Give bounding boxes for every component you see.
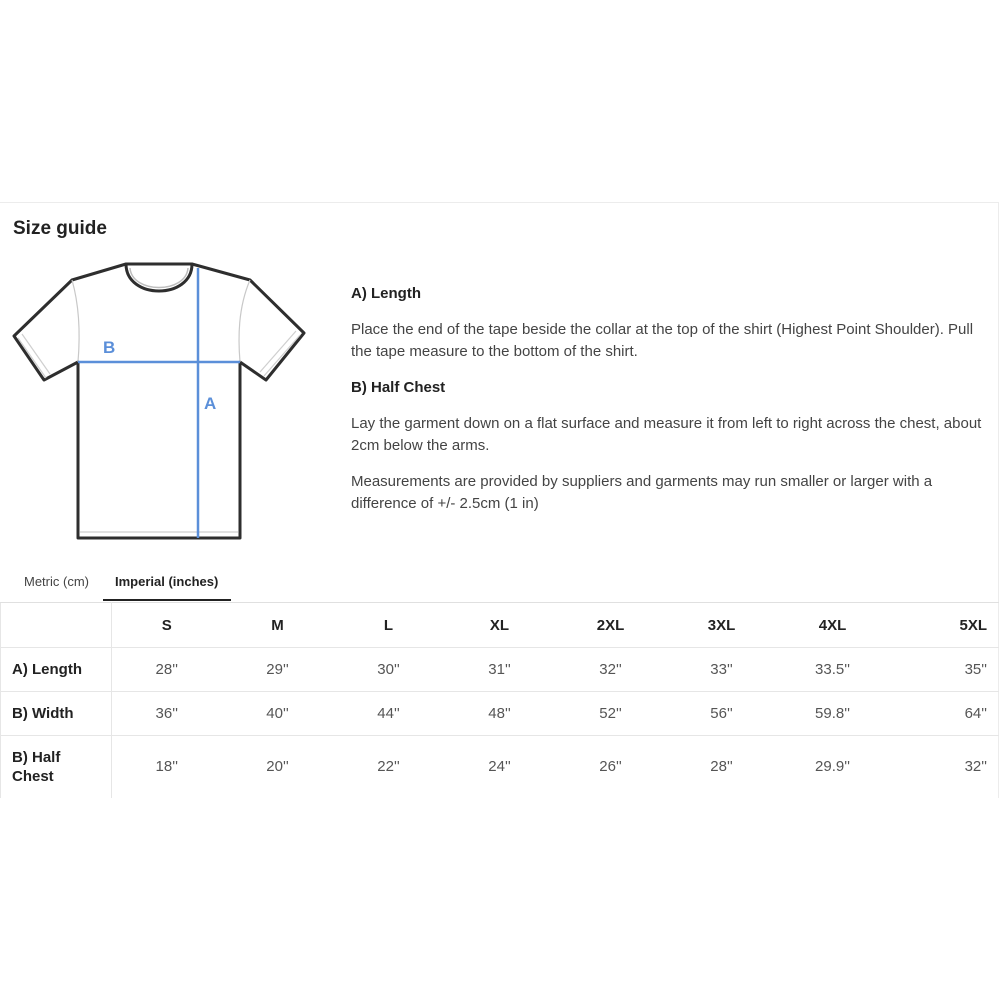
table-cell: 18'' [111,736,222,798]
table-cell: 28'' [666,736,777,798]
size-header: XL [444,603,555,648]
chest-heading: B) Half Chest [351,379,446,396]
table-cell: 32'' [555,648,666,692]
table-cell: 44'' [333,692,444,736]
size-header: 2XL [555,603,666,648]
row-label: A) Length [0,648,111,692]
table-cell: 64'' [888,692,999,736]
table-cell: 40'' [222,692,333,736]
table-cell: 33'' [666,648,777,692]
table-cell: 56'' [666,692,777,736]
table-cell: 30'' [333,648,444,692]
corner-cell [0,603,111,648]
chest-text: Lay the garment down on a flat surface and measure it from left to right across the chest, about 2cm below the arms. [351,415,982,454]
row-label: B) Width [0,692,111,736]
size-header: 4XL [777,603,888,648]
table-cell: 24'' [444,736,555,798]
size-header: 5XL [888,603,999,648]
length-heading: A) Length [351,285,421,302]
table-cell: 35'' [888,648,999,692]
table-row [0,692,999,736]
table-row [0,736,999,798]
row-label: B) Half Chest [0,736,111,798]
tab-imperial[interactable]: Imperial (inches) [103,566,231,601]
table-cell: 20'' [222,736,333,798]
table-cell: 31'' [444,648,555,692]
table-row [0,648,999,692]
table-cell: 36'' [111,692,222,736]
page-title: Size guide [13,218,107,239]
tab-metric[interactable]: Metric (cm) [24,574,89,589]
table-cell: 52'' [555,692,666,736]
tshirt-diagram [10,258,310,544]
label-b: B [103,338,116,357]
unit-tabs [0,566,260,602]
measurement-instructions [351,283,991,529]
length-text: Place the end of the tape beside the collar at the top of the shirt (Highest Point Shoulder). Pull the tape measure to the bottom of the shirt. [351,321,974,360]
size-header-row [0,603,999,648]
size-header: S [111,603,222,648]
table-cell: 48'' [444,692,555,736]
table-cell: 22'' [333,736,444,798]
table-cell: 33.5'' [777,648,888,692]
size-header: M [222,603,333,648]
table-cell: 29'' [222,648,333,692]
size-header: L [333,603,444,648]
size-header: 3XL [666,603,777,648]
size-table [0,602,999,798]
measurement-note: Measurements are provided by suppliers and garments may run smaller or larger with a difference of +/- 2.5cm (1 in) [351,473,933,512]
table-cell: 32'' [888,736,999,798]
label-a: A [204,394,217,413]
table-cell: 59.8'' [777,692,888,736]
tshirt-outline [14,264,304,538]
table-cell: 26'' [555,736,666,798]
table-cell: 28'' [111,648,222,692]
table-cell: 29.9'' [777,736,888,798]
